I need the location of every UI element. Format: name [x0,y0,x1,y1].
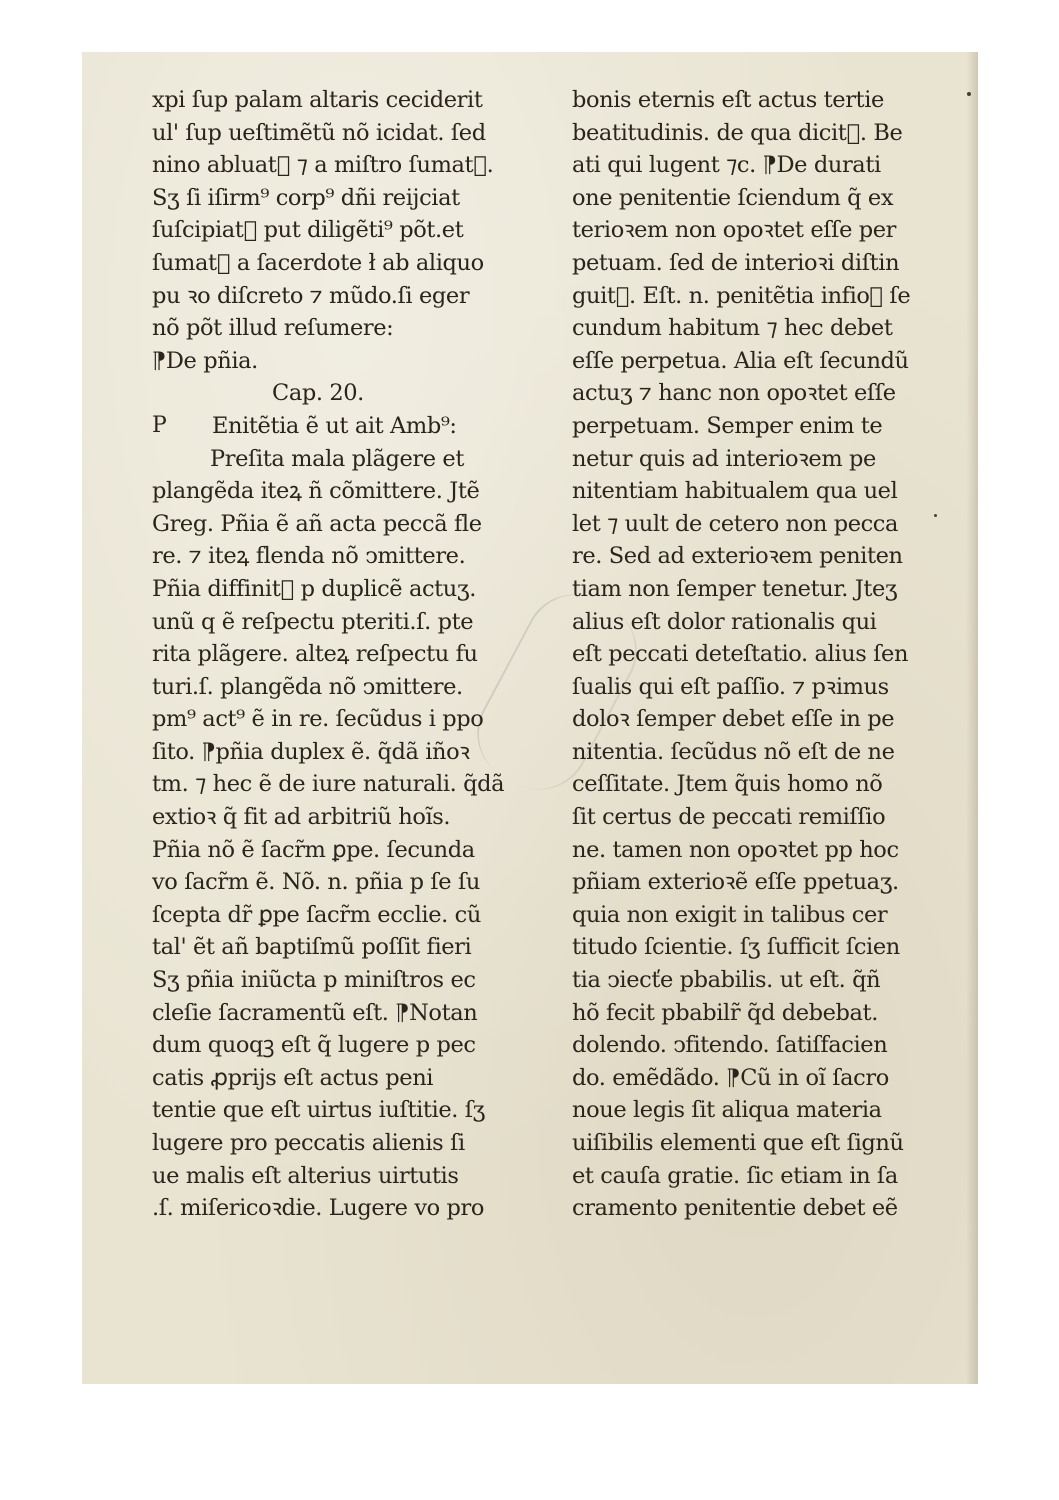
text-line [152,508,504,541]
text-line [152,1127,504,1160]
text-line [572,182,922,215]
ink-spot [934,514,937,517]
line-text: noue legis ſit aliqua materia [572,1097,882,1124]
line-text: ceſſitate. Jtem q̃uis homo nõ [572,771,883,798]
line-text: ſit certus de peccati remiſſio [572,804,886,831]
text-line [152,345,504,378]
text-line [572,768,922,801]
line-text: re. Sed ad exterioꝛem peniten [572,543,903,570]
text-line [572,736,922,769]
text-line [572,280,922,313]
line-text: bonis eternis eſt actus tertie [572,87,884,113]
text-line [572,410,922,443]
text-line [572,117,922,150]
line-text: ſuſcipiat᷑ put diligẽti⁹ põt.et [152,217,464,244]
text-line [152,377,504,410]
line-text: pñiam exterioꝛẽ eſſe ppetuaʒ. [572,869,899,896]
text-line [152,801,504,834]
line-text: tiam non ſemper tenetur. Jteʒ [572,575,898,602]
text-line [152,768,504,801]
text-line [572,931,922,964]
left-text-column [152,84,504,1225]
line-text: tm. ⁊ hec ẽ de iure naturali. q̃dã [152,771,504,798]
line-text: perpetuam. Semper enim te [572,412,883,439]
line-text: alius eſt dolor rationalis qui [572,608,877,635]
line-text: cleſie ſacramentũ eſt. ⁋Notan [152,999,478,1026]
line-text: titudo ſcientie. ſʒ ſufficit ſcien [572,934,900,961]
line-text: ul' ſup ueſtimẽtũ nõ icidat. ſed [152,119,486,146]
line-text: actuʒ ⁊ hanc non opoꝛtet eſſe [572,380,896,407]
text-line [152,182,504,215]
text-line [572,377,922,410]
text-line [572,606,922,639]
line-text: ue malis eſt alterius uirtutis [152,1162,459,1189]
line-text: ne. tamen non opoꝛtet pp hoc [572,836,899,863]
line-text: Sʒ pñia iniũcta p miniſtros ec [152,967,476,994]
chapter-initial-letter: P [152,412,167,438]
text-line [152,149,504,182]
line-text: re. ⁊ iteꝝ flenda nõ ↄmittere. [152,543,466,570]
text-line [572,1094,922,1127]
text-line [152,1029,504,1062]
line-text: tentie que eſt uirtus iuſtitie. ſʒ [152,1097,485,1124]
line-text: ⁋De pñia. [152,347,258,374]
line-text: Pñia diffinit᷑ p duplicẽ actuʒ. [152,575,476,602]
text-line [152,247,504,280]
line-text: cramento penitentie debet eẽ [572,1195,898,1222]
text-line [572,801,922,834]
line-text: et cauſa gratie. ſic etiam in ſa [572,1162,898,1189]
line-text: let ⁊ uult de cetero non pecca [572,510,899,537]
text-line [572,834,922,867]
line-text: doloꝛ ſemper debet eſſe in pe [572,706,895,733]
line-text: catis ꝓprijs eſt actus peni [152,1064,434,1091]
line-text: cundum habitum ⁊ hec debet [572,315,893,342]
line-text: tal' ẽt añ baptiſmũ poſſit fieri [152,934,472,961]
text-line [572,149,922,182]
text-line [152,899,504,932]
text-line [152,931,504,964]
text-line [152,475,504,508]
line-text: turi.ſ. plangẽda nõ ↄmittere. [152,673,463,700]
text-line [152,214,504,247]
text-line [572,214,922,247]
text-line [152,606,504,639]
line-text: ſumat᷑ a ſacerdote ł ab aliquo [152,249,484,276]
text-line [152,964,504,997]
line-text: rita plãgere. alteꝝ reſpectu fu [152,641,478,668]
line-text: extioꝛ q̃ fit ad arbitriũ hoĩs. [152,804,451,831]
line-text: nitentia. ſecũdus nõ eſt de ne [572,738,895,765]
text-line [572,1160,922,1193]
text-line [152,703,504,736]
text-line [572,1127,922,1160]
text-line [152,84,504,117]
text-line [572,247,922,280]
page-scan [82,52,978,1384]
line-text: Greg. Pñia ẽ añ acta peccã fle [152,510,482,537]
text-line [152,997,504,1030]
line-text: plangẽda iteꝝ ñ cõmittere. Jtẽ [152,478,480,505]
text-line [152,573,504,606]
text-line [152,736,504,769]
line-text: guit᷑. Eſt. n. penitẽtia infioꝛ ſe [572,282,911,309]
text-line [572,312,922,345]
text-line [572,638,922,671]
text-line [572,84,922,117]
text-line [572,540,922,573]
line-text: .ſ. miſericoꝛdie. Lugere vo pro [152,1195,485,1222]
page-edge-shadow [966,52,978,1384]
text-line [572,573,922,606]
text-line [572,899,922,932]
line-text: hõ fecit pbabilr̃ q̃d debebat. [572,999,878,1026]
line-text: nitentiam habitualem qua uel [572,478,898,505]
text-line [152,540,504,573]
line-text: nõ põt illud reſumere: [152,315,394,342]
text-line [572,703,922,736]
line-text: vo ſacr̃m ẽ. Nõ. n. pñia p ſe ſu [152,869,480,896]
line-text: Preſita mala plãgere et [210,445,464,472]
text-line [572,508,922,541]
text-line [152,312,504,345]
text-line [152,1160,504,1193]
line-text: pu ꝛo diſcreto ⁊ mũdo.ſi eger [152,282,470,309]
text-line [152,117,504,150]
line-text: uiſibilis elementi que eſt ſignũ [572,1130,904,1156]
text-line [152,1094,504,1127]
line-text: Enitẽtia ẽ ut ait Amb⁹: [212,412,457,439]
text-line [572,475,922,508]
line-text: ſualis qui eſt paſſio. ⁊ pꝛimus [572,673,889,700]
line-text: do. emẽdãdo. ⁋Cũ in oĩ ſacro [572,1064,889,1091]
text-line [572,671,922,704]
text-line [152,410,504,443]
line-text: dolendo. ↄfitendo. ſatiſfacien [572,1032,888,1059]
text-line [152,443,504,476]
text-line [152,1062,504,1095]
line-text: unũ q ẽ reſpectu pteriti.ſ. pte [152,608,474,635]
line-text: tia ↄiecťe pbabilis. ut eſt. q̃ñ [572,967,881,994]
line-text: Cap. 20. [272,380,364,407]
line-text: ati qui lugent ⁊c. ⁋De durati [572,152,881,179]
line-text: nino abluat᷑ ⁊ a miſtro ſumat᷑. [152,152,494,179]
line-text: xpi ſup palam altaris ceciderit [152,87,483,113]
text-line [152,638,504,671]
text-line [572,1192,922,1225]
line-text: petuam. ſed de interioꝛi diſtin [572,249,900,276]
line-text: beatitudinis. de qua dicit᷑. Be [572,119,903,146]
line-text: pm⁹ act⁹ ẽ in re. ſecũdus i ppo [152,706,484,733]
line-text: terioꝛem non opoꝛtet eſſe per [572,217,897,244]
text-line [152,1192,504,1225]
text-line [572,1062,922,1095]
text-line [152,280,504,313]
text-line [152,671,504,704]
right-text-column [572,84,922,1225]
text-line [152,834,504,867]
text-line [572,866,922,899]
line-text: ſito. ⁋pñia duplex ẽ. q̃dã iñoꝛ [152,738,470,765]
line-text: quia non exigit in talibus cer [572,901,888,928]
line-text: eſt peccati deteſtatio. alius ſen [572,641,909,668]
line-text: lugere pro peccatis alienis ſi [152,1130,465,1156]
text-line [572,443,922,476]
line-text: one penitentie ſciendum q̃ ex [572,184,894,211]
text-line [152,866,504,899]
line-text: ſcepta dr̃ ꝑpe ſacr̃m ecclie. cũ [152,901,481,928]
text-line [572,997,922,1030]
text-line [572,345,922,378]
line-text: dum quoqꝫ eſt q̃ lugere p pec [152,1032,476,1059]
text-line [572,964,922,997]
line-text: Sʒ ſi iſirm⁹ corp⁹ dñi reijciat [152,184,460,211]
text-line [572,1029,922,1062]
line-text: eſſe perpetua. Alia eſt ſecundũ [572,347,909,374]
line-text: netur quis ad interioꝛem pe [572,445,876,472]
ink-spot [967,92,971,96]
line-text: Pñia nõ ẽ ſacr̃m ꝑpe. ſecunda [152,836,475,863]
